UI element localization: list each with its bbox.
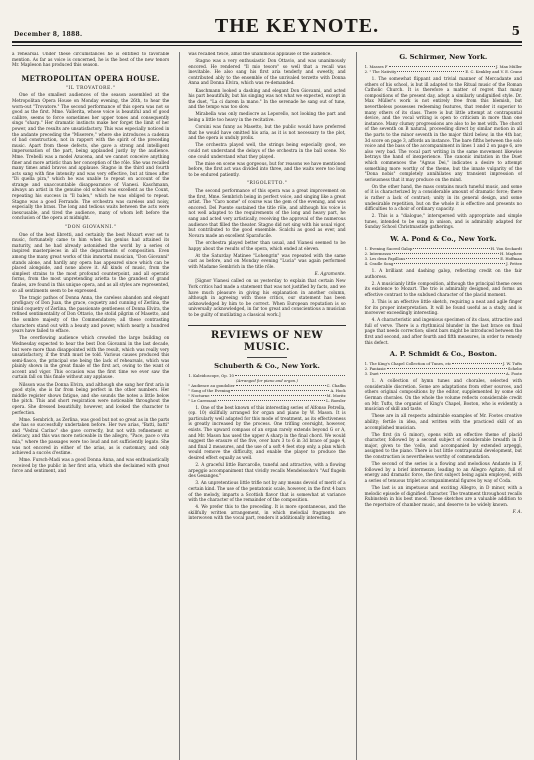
paragraph: 1. A collection of hymn tunes and chorales, selected with considerable discretion. Some are adaptations from other sources, and others original compositions by the editor, supplemented by some old German chorales. On the whole the volume reflects considerable credit on Mr. Tufts, the organist of King's Chapel, Boston, who is evidently a musician of skill and taste. — [364, 379, 522, 413]
paragraph: Mme. Fursch-Madi was a good Donna Anna, and was enthusiastically received by the public in her first aria, which she declaimed with great force and sentiment, and — [12, 458, 170, 475]
listing-row — [365, 261, 522, 266]
music-listing — [365, 246, 522, 266]
listing-row — [188, 398, 345, 403]
paragraph: The second performance of this opera was a great improvement on the first, Mme. Sembrich being in perfect voice, and singing like a great artist. The "Caro nome" of course was the gem of the evening, and was encored. Del Puente sustained the title rôle, and although his voice is not well adapted to the requirements of the long and heavy part, he sang and acted very artistically, receiving the approval of the numerous audience that filled the theater. Stagno did not sing with his usual vigor, but contributed to the good ensemble. Scalchi as good as ever, and Novara made an excellent Sparafucile. — [188, 189, 346, 239]
leader-dots — [406, 258, 499, 259]
listing-title: 2. " The Nativity — [364, 69, 397, 74]
paragraph: The orchestra played better than usual, and Vianesi seemed to be happy about the results of the opera, which ended at eleven. — [188, 240, 346, 252]
leader-dots — [218, 400, 325, 401]
listing-composer: E. Hoffman — [500, 256, 522, 262]
column-3 — [356, 52, 522, 760]
paragraph: Stagno was a very enthusiastic Don Ottavio, and was unanimously encored. He rendered "Il mio tesoro" so well that a recall was inevitable. He also sang his first aria tenderly and sweetly, and contributed ably to the ensemble of the unrivaled terzetto with Donna Anna and Donna Elvira, which was re-demanded. — [188, 59, 346, 87]
listing-row — [365, 69, 522, 74]
paragraph: 1. The somewhat flippant and trivial manner of Mercadante and others of his school, is but ill adapted to the Ritual music of the Roman Catholic Church. It is therefore a matter of regret that many compositions of the present day, adopt a similarly undignified style. Dr. Max Müller's work is not entirely free from this blemish, but nevertheless possesses redeeming features, that render it superior to many others of its class. There is but little attempt at contrapuntal device, and the vocal writing is open to criticism in more than one instance. Many clumsy progressions are also to be met with. The chord of the seventh on B natural, proceeding direct by similar motion in all the parts to the minor seventh in the major third below, in the 4th bar, 3d score on page 3, affords an instance. The bare fifths between the solo voice and the bass of the accompaniment in lines 1 and 2 on page 6, are also very bad. The vocal part writing in the same movement likewise betrays the hand of inexperience. The canonic imitation in the Duet which commences the "Agnus Dei," indicates a desire to attempt something more worthy of the theme, but the innate vulgarity of the "Dona nobis" completely annihilates any transient impression of seriousness that it may produce on the mind. — [364, 77, 522, 183]
listing-composer: H. Von Seckardt — [490, 246, 522, 252]
publisher-heading: G. Schirmer, New York. — [399, 53, 488, 61]
paragraph: 2. A graceful little Barcarolle, tuneful and attractive, with a flowing arpeggio accompaniment that vividly recalls Mendelssohn's "Auf flugeln des Gesanges." — [188, 463, 346, 480]
paragraph: The orchestra played well, the strings being especially good, we could not understand the delays of the orchestra in the ball scene. No one could understand what they played. — [188, 143, 346, 160]
leader-dots — [231, 390, 329, 391]
paragraph: Nilsson was the Donna Elvira, and although she sang her first aria in good style, she is far from being perfect in the other numbers. Her middle register shows fatigue, and she sounds the notes a little below the pitch. This and short respiration were noticeable throughout the opera. She dressed beautifully, however, and looked the character to perfection. — [12, 382, 170, 416]
listing-composer: H. Mayhew — [500, 251, 522, 257]
listing-title: " Song of the Evening — [188, 387, 231, 393]
listing-title: " Nocturne — [188, 392, 210, 398]
listing-title: 3. Les deux Papillons — [364, 256, 406, 262]
paragraph: On the other hand, the mass contains much tuneful music, and some of it is characterized by a considerable amount of dramatic force; there is rather a lack of contrast; unity in its general design, and some undesirable repetition, but on the whole it is effective and presents no difficulties to a choir of ordinary capacity. — [364, 184, 522, 213]
column-2 — [179, 52, 345, 760]
paragraph: The overflowing audience which crowded the large building on Wednesday expected to hear the best Don Giovanni in the last decade, but were more than disappointed with the result, which was really very unsatisfactory, if the truth must be told. Various causes produced this semi-fiasco, the principal one being the lack of rehearsals, which was plainly shown in the great finale of the first act, owing to the want of accent and vigor. This occasion was the first time we ever saw the curtain fall on this finale without any applause. — [12, 336, 170, 381]
listing-composer: A. Hock — [330, 387, 346, 393]
listing-title: 2. Intermezzo — [364, 251, 392, 257]
music-listing — [365, 64, 522, 74]
paragraph: The last is an impetuous and exciting Allegro, in D minor, with a melodic episode of dignified character. The treatment throughout recalls Rubinstein in his best mood. These sketches are a valuable addition to the repertoire of chamber music, and deserve to be widely known. — [364, 485, 522, 508]
publisher-heading: A. P. Schmidt & Co., Boston. — [389, 350, 497, 359]
column-1 — [12, 52, 169, 760]
paragraph: a rehearsal. Under these circumstances he is entitled to favorable mention. As far as voice is concerned, he is the best of the new tenors Mr. Mapleson has produced this season. — [12, 52, 170, 69]
masthead-rule — [12, 45, 522, 46]
leader-dots — [413, 248, 489, 249]
divider — [247, 357, 287, 358]
listing-title: 1. Kaleidoscope, Op. 10 — [188, 372, 234, 378]
paragraph: The mise en scene was gorgeous, but for reasons we have mentioned before, the first act was divided into three, and the waits were too long to be endured patiently. — [188, 161, 346, 178]
listing-title: 3. Duet — [364, 371, 379, 377]
paragraph: 1. One of the best known of this interesting series of Alfonso Petrella, (op. 10) skillfully arranged for organ and piano by W. Mason. It is particularly well adapted for this mode of treatment, as its effectiveness is greatly increased by the process. One trifling oversight, however, exists. The upward compass of an organ rarely extends beyond G or A, and Mr. Mason has used the upper A sharp in the final chord. We would suggest the erasure of the five, over bars 3 to 6 in 3d brace of page 4, and final 2 measures, and the use of a soft 4 feet stop only, a plan which would remove the difficulty, and enable the player to produce the desired effect equally as well. — [188, 405, 346, 461]
listing-composer: E. C. Kenkley and V. E. Crane — [465, 69, 522, 74]
page-number: 5 — [511, 24, 520, 38]
listing-title: 1. Masses F — [364, 64, 388, 69]
listing-composer: L. Roesler — [326, 397, 346, 403]
leader-dots — [392, 253, 499, 254]
masthead-title: THE KEYNOTE. — [214, 15, 380, 37]
listing-title: " Audience au gondolier — [188, 382, 235, 388]
paragraph: 2. A musicianly little composition, although the principal theme owes its existence to Mozart. The trio is admirably designed, and forms an effective contrast to the subdued character of the placid moment. — [364, 281, 522, 298]
listing-composer: J. W. Tufts — [502, 361, 522, 367]
section-subtitle: "IL TROVATORE." — [65, 85, 116, 91]
listing-title: 2. Fantasie — [364, 366, 386, 372]
listing-composer: J. Max Müller — [496, 64, 522, 69]
paragraph: These are in all respects admirable examples of Mr. Footes creative ability; fertile in idea, and written with the practiced skill of an accomplished musician. — [364, 414, 522, 431]
leader-dots — [387, 368, 507, 369]
listing-title: 1. The King's Chapel Collection of Tunes, etc — [364, 361, 452, 367]
listing-composer: C. Chaflin — [326, 382, 346, 388]
leader-dots — [389, 66, 495, 67]
paragraph: The second of the series is a flowing and melodious Andante in F, followed by a brief intermezzo, leading to an Allegro Agitato, full of energy and dramatic force, the first subject being again employed, with a series of tenuous triplet accompanimental figures by way of Coda. — [364, 462, 522, 484]
listing-composer: A. Foote — [506, 371, 522, 377]
listing-note: (Arranged for piano and organ.) — [236, 377, 298, 383]
paragraph: Mirabella was only mediocre as Leporello, not looking the part and being a little too heavy in the recitative. — [188, 112, 346, 124]
paragraph: 3. This is an effective little sketch, requiring a neat and agile finger for its proper interpretation. It will be found useful as a study, and is moreover exceedingly interesting. — [364, 300, 522, 317]
leader-dots — [452, 363, 502, 364]
paragraph: One of the smallest audiences of the season assembled at the Metropolitan Opera House on Monday evening, the 26th, to hear the worn-out "Trovatore." The second performance of this opera was not so good as the first. Mme. Vallerita, whose voice is beautiful and of good calibre, seems to force sometimes her upper tones and consequently sings "sharp." Her dramatic instincts make her forget the limit of her power, and the results are unsatisfactory. This was especially noticed in the andante preceding the "Miserere," where she introduces a cadenza of bad construction, not in rapport with the spirit of the preceding music. Apart from these defects, she gave a strong and intelligent impersonation of the part, being applauded justly by the audience. Mme. Trebelli was a model Azucena, and we cannot conceive anything finer and more artistic than her conception of the rôle. She was recalled many times amid bravos and applause. Stagno in the third and fourth acts sang with fine intensity and was very effective, but at times after "Di quella pira," which he was unable to repeat on account of the strange and unaccountable disappearance of Vianesi. Kaschmann, always an artist in the genuine old school was excellent as the Count, repeating his success in "Il balen," which he was obliged to repeat. Stagno was a good Ferrando. The orchestra was careless and noisy, especially the brass. The long and tedious waits between the acts were inexcusable, and tired the audience, many of whom left before the conclusion of the opera at midnight. — [12, 93, 170, 222]
section-subtitle: "DON GIOVANNI." — [64, 225, 117, 231]
listing-row — [365, 371, 522, 376]
leader-dots — [394, 263, 505, 264]
paragraph: The tragic pathos of Donna Anna, the careless abandon and elegant profligacy of Don Juan, the grace, coquetry and cunning of Zerlina, the timid coquetry of Zerlina, the passionate gentleness of Donna Elvira, the refined sentimentality of Don Ottavio, the stolid pilgrim of Masetto, and the sombre majesty of the Commendatore; all these contrasting characters stand out with a beauty and power, which nearly a hundred years have failed to efface. — [12, 295, 170, 335]
paragraph: 2. This is a "dialogue," interspersed with appropriate and simple tunes, intended to be sung in unison, and is admirably adapted for Sunday School Christmastide gatherings. — [364, 214, 522, 231]
paragraph: Corsini was funny as Masetto, but the public would have preferred that he would have omitted his aria, as it is not necessary to the plot, and the opera is unduly prolix. — [188, 125, 346, 142]
leader-dots — [211, 395, 326, 396]
paragraph: 4. We prefer this to the preceding. It is more spontaneous, and the skillfully written arrangement, in which melodial fragments are interwoven with the vocal part, renders it additionally interesting. — [188, 505, 346, 522]
listing-title: 1. Evening Sacred Galop — [364, 246, 413, 252]
article-headline: METROPOLITAN OPERA HOUSE. — [21, 73, 160, 83]
listing-title: 4. Cradle Song — [364, 261, 394, 267]
columns — [12, 52, 522, 760]
leader-dots — [235, 375, 345, 376]
issue-date: December 8, 1888. — [14, 31, 83, 38]
masthead — [12, 8, 522, 43]
listing-composer: J. Pettee — [506, 261, 522, 267]
author-signature: F. A. — [512, 509, 522, 515]
reviews-headline: REVIEWS OF NEW MUSIC. — [188, 325, 345, 354]
author-signature: E. Agramonte. — [314, 271, 346, 277]
publisher-heading: Schuberth & Co., New York. — [214, 361, 320, 370]
paragraph: 1. A brilliant and dashing galop, reflecting credit on the fair authoress. — [364, 269, 522, 280]
publisher-heading: W. A. Pond & Co., New York. — [390, 235, 497, 244]
music-listing — [188, 373, 345, 403]
leader-dots — [397, 71, 464, 72]
paragraph: The first (in G minor), opens with an effective theme of placid character, followed by a second subject of considerable breadth in D major, given to the 'cello, and accompanied by extended arpeggi, assigned to the piano. There is but little contrapuntal development, but the construction is nevertheless worthy of commendation. — [364, 432, 522, 460]
listing-composer: M. Moritz — [326, 392, 346, 398]
paragraph: 4. A characteristic and ingenious specimen of its class, attractive and full of verve. There is a rhythmical blunder in the last brace on final page that needs correction; silent bars might be introduced between the first and second, and after fourth and fifth measures, in order to remedy this defect. — [364, 318, 522, 346]
music-listing — [365, 361, 522, 376]
listing-composer: Schebe — [507, 366, 522, 372]
leader-dots — [236, 385, 326, 386]
listing-title: " Le Caressant — [188, 397, 217, 403]
paragraph: Mme. Sembrich, as Zerlina, was good but not so great as in the parts she has so successfully undertaken before. Her two arias, "Batti, batti" and "Vedrai Carino" she gave correctly, but not with refinement or delicacy, and this was more noticeable in the allegro, "Pace, pace o vita mia," where the passages were too loud and not sufficiently legato. She was not encored in either of the arias, as is customary, and only achieved a succès d'estime. — [12, 417, 170, 457]
section-subtitle: "RIGOLETTO." — [246, 181, 288, 187]
paragraph: At the Saturday Matinee "Lohengrin" was repeated with the same cast as before, and on Monday evening "Lucia" was again performed with Madame Sembrich in the title rôle. — [188, 253, 346, 270]
paragraph: One of the best libretti, and certainly the best Mozart ever set to music, fortunately came to him when his genius had attained its maturity, and he had already astonished the world by a series of inspired masterpieces in all the departments of composition. Even among the many great works of this immortal musician, "Don Giovanni" stands alone, and hardly any opera has appeared since which can be placed alongside, and none above it. All kinds of music, from the simplest strains to the most profound counterpoint, and all operatic forms, from the most unpretending arietta to the grandest of grand finales, are found in this unique opera, and as all styles are represented, so all sentiments seem to be expressed. — [12, 232, 170, 294]
paragraph: [Signor Vianesi called on us yesterday to explain that certain New York critics had made a statement that was not justified by facts, and we have much pleasure in giving his explanation in another column, although in agreeing with those critics, our statement has been acknowledged by him to be correct. When European reputation is so universally acknowledged, in far too great and conscientious a musician to be guilty of mutilating a classical work.] — [188, 279, 346, 319]
paragraph: was recalled twice, amid the unanimous applause of the audience. — [188, 52, 332, 57]
leader-dots — [380, 373, 505, 374]
paragraph: 3. An unpretentious little trifle not by any means devoid of merit of a certain kind. The use of the pentatonic scale, however, in the first 4 bars of the melody, imparts a Scottish flavor that is somewhat at variance with the character of the remainder of the composition. — [188, 481, 346, 504]
paragraph: Kaschmann looked a dashing and elegant Don Giovanni, and acted his part beautifully, but his singing was not what we expected, except in the duet, "La ci darem la mano." In the serenade he sang out of tune, and the tempo was too slow. — [188, 88, 346, 111]
